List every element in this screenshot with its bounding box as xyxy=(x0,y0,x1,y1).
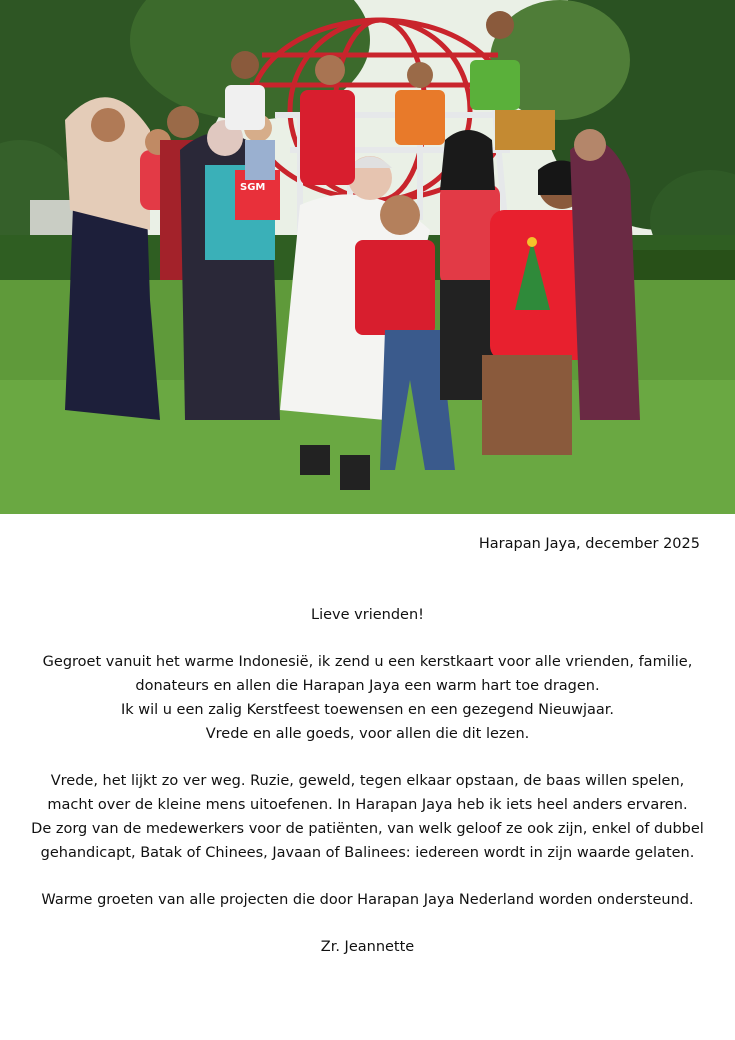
paragraph-3 xyxy=(0,888,735,912)
paragraph-2-line: De zorg van de medewerkers voor de patiënten, van welk geloof ze ook zijn, enkel of dubbel xyxy=(31,821,704,837)
package-label: SGM xyxy=(240,182,266,193)
paragraph-1-line: Vrede en alle goeds, voor allen die dit lezen. xyxy=(205,726,530,742)
paragraph-2 xyxy=(0,769,735,865)
paragraph-1-line: Ik wil u een zalig Kerstfeest toewensen en een gezegend Nieuwjaar. xyxy=(120,702,615,718)
paragraph-1 xyxy=(0,650,735,746)
paragraph-1-line: donateurs en allen die Harapan Jaya een warm hart toe dragen. xyxy=(135,678,600,694)
paragraph-3-line: Warme groeten van alle projecten die door Harapan Jaya Nederland worden ondersteund. xyxy=(41,892,694,908)
greeting xyxy=(0,603,735,627)
greeting-text: Lieve vrienden! xyxy=(311,607,424,623)
signature-text: Zr. Jeannette xyxy=(320,939,415,955)
group-photo xyxy=(0,0,735,514)
paragraph-2-line: Vrede, het lijkt zo ver weg. Ruzie, geweld, tegen elkaar opstaan, de baas willen spelen, xyxy=(50,773,685,789)
paragraph-2-line: macht over de kleine mens uitoefenen. In Harapan Jaya heb ik iets heel anders ervaren. xyxy=(47,797,688,813)
signature xyxy=(0,935,735,959)
paragraph-1-line: Gegroet vanuit het warme Indonesië, ik zend u een kerstkaart voor alle vrienden, familie, xyxy=(42,654,693,670)
paragraph-2-line: gehandicapt, Batak of Chinees, Javaan of Balinees: iedereen wordt in zijn waarde gelaten. xyxy=(40,845,695,861)
dateline: Harapan Jaya, december 2025 xyxy=(478,536,700,552)
